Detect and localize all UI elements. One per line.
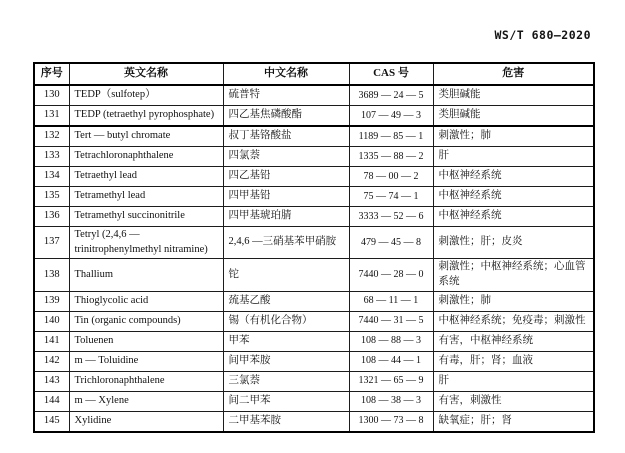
doc-number: WS/T 680—2020 [494, 28, 591, 42]
cell-zh: 四乙基焦磷酸酯 [223, 106, 349, 127]
cell-zh: 2,4,6 —三硝基苯甲硝胺 [223, 227, 349, 259]
cell-hazard: 有害，刺激性 [433, 391, 594, 411]
table-row [34, 331, 594, 351]
cell-cas: 7440 — 28 — 0 [349, 259, 433, 291]
cell-cas: 479 — 45 — 8 [349, 227, 433, 259]
cell-zh: 二甲基苯胺 [223, 411, 349, 432]
cell-cas: 1189 — 85 — 1 [349, 126, 433, 147]
cell-no: 134 [34, 167, 69, 187]
table-row [34, 411, 594, 432]
cell-no: 142 [34, 351, 69, 371]
cell-hazard: 类胆碱能 [433, 106, 594, 127]
cell-no: 137 [34, 227, 69, 259]
cell-en: m — Toluidine [69, 351, 223, 371]
cell-en: Tetraethyl lead [69, 167, 223, 187]
cell-no: 132 [34, 126, 69, 147]
cell-no: 143 [34, 371, 69, 391]
cell-en: Tin (organic compounds) [69, 311, 223, 331]
cell-cas: 1300 — 73 — 8 [349, 411, 433, 432]
table-row [34, 106, 594, 127]
cell-cas: 75 — 74 — 1 [349, 187, 433, 207]
cell-en: TEDP（sulfotep） [69, 85, 223, 106]
cell-hazard: 肝 [433, 147, 594, 167]
cell-cas: 107 — 49 — 3 [349, 106, 433, 127]
cell-no: 135 [34, 187, 69, 207]
cell-en: Toluenen [69, 331, 223, 351]
cell-en: Tetryl (2,4,6 — trinitrophenylmethyl nitramine) [69, 227, 223, 259]
table-row [34, 311, 594, 331]
cell-no: 133 [34, 147, 69, 167]
cell-hazard: 刺激性；肺 [433, 126, 594, 147]
cell-hazard: 中枢神经系统 [433, 207, 594, 227]
cell-hazard: 刺激性；中枢神经系统；心血管系统 [433, 259, 594, 291]
table-row [34, 391, 594, 411]
cell-en: m — Xylene [69, 391, 223, 411]
cell-zh: 三氯萘 [223, 371, 349, 391]
cell-cas: 7440 — 31 — 5 [349, 311, 433, 331]
column-header-cas: CAS 号 [349, 63, 433, 85]
cell-cas: 78 — 00 — 2 [349, 167, 433, 187]
table-row [34, 187, 594, 207]
table-row [34, 207, 594, 227]
column-header-english: 英文名称 [69, 63, 223, 85]
cell-en: Tetrachloronaphthalene [69, 147, 223, 167]
cell-zh: 间甲苯胺 [223, 351, 349, 371]
column-header-no: 序号 [34, 63, 69, 85]
table-header-row [34, 63, 594, 85]
cell-zh: 硫普特 [223, 85, 349, 106]
cell-no: 140 [34, 311, 69, 331]
cell-hazard: 中枢神经系统；免疫毒；刺激性 [433, 311, 594, 331]
cell-no: 130 [34, 85, 69, 106]
cell-en: Tetramethyl lead [69, 187, 223, 207]
cell-en: Tert — butyl chromate [69, 126, 223, 147]
cell-en: Thioglycolic acid [69, 291, 223, 311]
cell-cas: 3689 — 24 — 5 [349, 85, 433, 106]
cell-hazard: 中枢神经系统 [433, 187, 594, 207]
cell-zh: 四氯萘 [223, 147, 349, 167]
cell-no: 144 [34, 391, 69, 411]
cell-en: Thallium [69, 259, 223, 291]
cell-cas: 108 — 88 — 3 [349, 331, 433, 351]
cell-cas: 3333 — 52 — 6 [349, 207, 433, 227]
cell-no: 145 [34, 411, 69, 432]
cell-hazard: 类胆碱能 [433, 85, 594, 106]
cell-hazard: 肝 [433, 371, 594, 391]
cell-hazard: 有害，中枢神经系统 [433, 331, 594, 351]
cell-en: TEDP (tetraethyl pyrophosphate) [69, 106, 223, 127]
table-row [34, 259, 594, 291]
table-row [34, 85, 594, 106]
cell-zh: 间二甲苯 [223, 391, 349, 411]
table-row [34, 167, 594, 187]
cell-cas: 1335 — 88 — 2 [349, 147, 433, 167]
cell-zh: 四乙基铅 [223, 167, 349, 187]
cell-zh: 锡（有机化合物） [223, 311, 349, 331]
cell-cas: 108 — 44 — 1 [349, 351, 433, 371]
cell-cas: 1321 — 65 — 9 [349, 371, 433, 391]
cell-zh: 甲苯 [223, 331, 349, 351]
cell-no: 131 [34, 106, 69, 127]
column-header-hazard: 危害 [433, 63, 594, 85]
cell-zh: 巯基乙酸 [223, 291, 349, 311]
cell-no: 136 [34, 207, 69, 227]
cell-zh: 四甲基铅 [223, 187, 349, 207]
cell-zh: 四甲基琥珀腈 [223, 207, 349, 227]
table-row [34, 291, 594, 311]
table-row [34, 147, 594, 167]
table-row [34, 351, 594, 371]
table-row [34, 371, 594, 391]
cell-hazard: 刺激性；肝；皮炎 [433, 227, 594, 259]
cell-cas: 108 — 38 — 3 [349, 391, 433, 411]
chemicals-hazard-table [33, 62, 595, 433]
cell-zh: 叔丁基铬酸盐 [223, 126, 349, 147]
cell-en: Tetramethyl succinonitrile [69, 207, 223, 227]
cell-hazard: 缺氧症；肝；肾 [433, 411, 594, 432]
cell-no: 141 [34, 331, 69, 351]
column-header-chinese: 中文名称 [223, 63, 349, 85]
cell-en: Trichloronaphthalene [69, 371, 223, 391]
table-row [34, 227, 594, 259]
table-row [34, 126, 594, 147]
cell-cas: 68 — 11 — 1 [349, 291, 433, 311]
cell-en: Xylidine [69, 411, 223, 432]
cell-hazard: 中枢神经系统 [433, 167, 594, 187]
cell-no: 138 [34, 259, 69, 291]
cell-zh: 铊 [223, 259, 349, 291]
cell-hazard: 刺激性；肺 [433, 291, 594, 311]
cell-no: 139 [34, 291, 69, 311]
cell-hazard: 有毒，肝；肾；血液 [433, 351, 594, 371]
